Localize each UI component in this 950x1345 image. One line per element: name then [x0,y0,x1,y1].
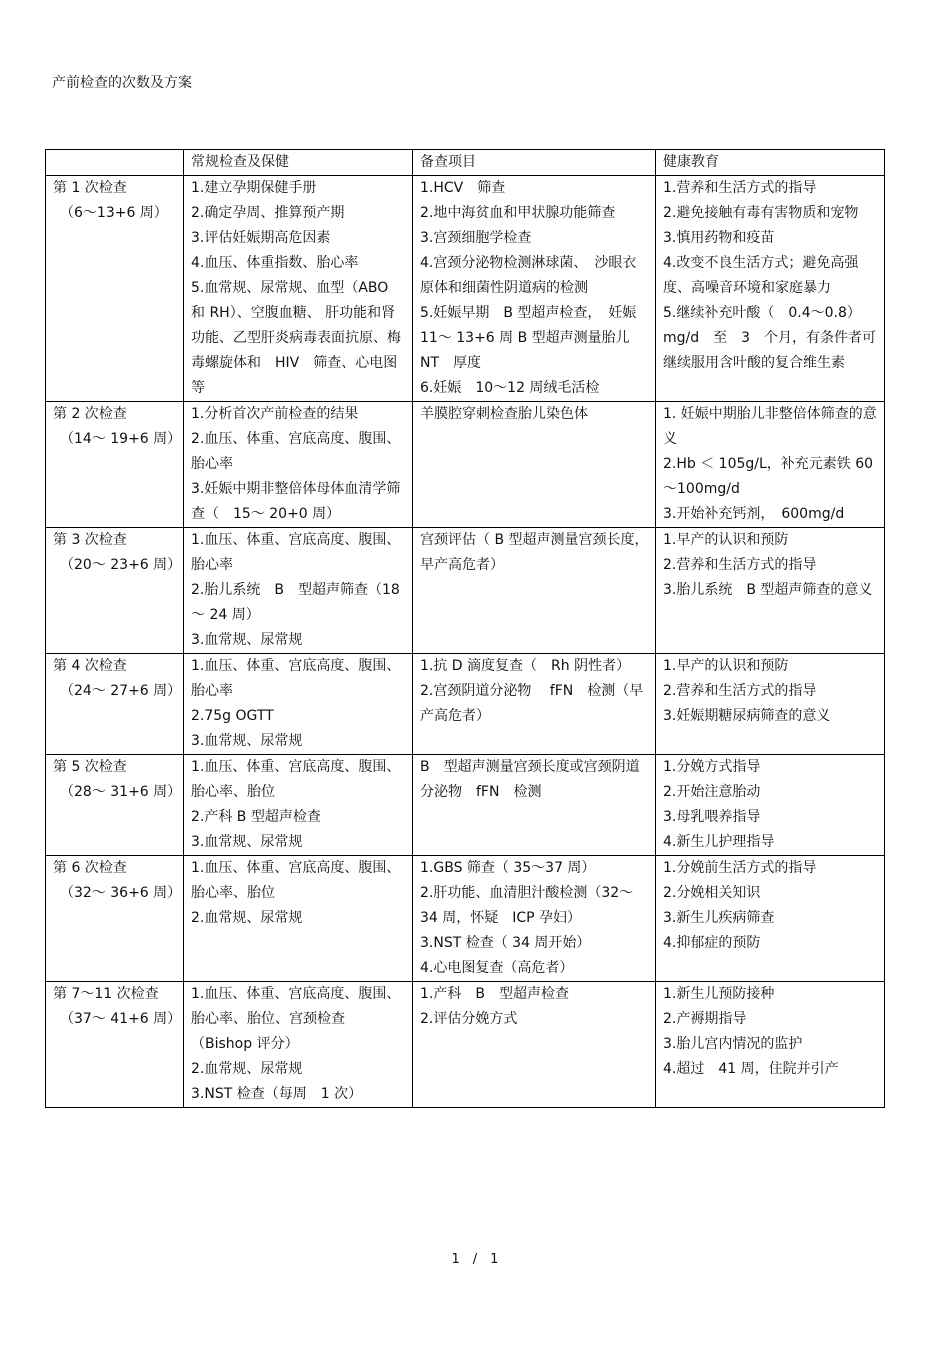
education-item: 3.胎儿系统 B 型超声筛查的意义 [663,582,873,598]
optional-item: 4.心电图复查（高危者） [420,960,574,976]
visit-cell [46,982,184,1108]
routine-item: 1.血压、体重、宫底高度、腹围、胎心率、胎位、宫颈检查（Bishop 评分） [191,986,401,1052]
education-item: 3.开始补充钙剂， 600mg/d [663,506,845,522]
education-cell [656,402,885,528]
routine-item: 2.胎儿系统 B 型超声筛查（18～ 24 周） [191,582,400,623]
education-cell [656,755,885,856]
education-cell [656,982,885,1108]
education-item: 5.继续补充叶酸（ 0.4～0.8）mg/d 至 3 个月，有条件者可继续服用含叶酸的复合维生素 [663,305,877,371]
routine-item: 4.血压、体重指数、胎心率 [191,255,359,271]
education-item: 2.分娩相关知识 [663,885,761,901]
header-education: 健康教育 [656,150,885,176]
optional-item: 1.产科 B 型超声检查 [420,986,569,1002]
routine-item: 1.血压、体重、宫底高度、腹围、胎心率、胎位 [191,759,401,800]
visit-period: （14～ 19+6 周） [60,431,182,447]
routine-cell [184,755,413,856]
visit-label: 第 5 次检查 [53,759,127,775]
routine-item: 3.血常规、尿常规 [191,834,303,850]
optional-item: 3.宫颈细胞学检查 [420,230,532,246]
routine-cell [184,856,413,982]
optional-cell [413,176,656,402]
optional-item: 2.肝功能、血清胆汁酸检测（32～34 周，怀疑 ICP 孕妇） [420,885,634,926]
routine-item: 2.确定孕周、推算预产期 [191,205,345,221]
page-number: 1 / 1 [451,1252,499,1267]
visit-cell [46,528,184,654]
visit-label: 第 4 次检查 [53,658,127,674]
education-item: 4.超过 41 周，住院并引产 [663,1061,839,1077]
optional-cell [413,856,656,982]
education-item: 2.产褥期指导 [663,1011,747,1027]
optional-item: 1.抗 D 滴度复查（ Rh 阴性者） [420,658,631,674]
optional-item: 5.妊娠早期 B 型超声检查， 妊娠 11～ 13+6 周 B 型超声测量胎儿 NT 厚度 [420,305,637,371]
routine-item: 3.血常规、尿常规 [191,632,303,648]
visit-label: 第 2 次检查 [53,406,127,422]
header-visit [46,150,184,176]
visit-period: （37～ 41+6 周） [60,1011,182,1027]
table-row [46,654,885,755]
education-item: 3.慎用药物和疫苗 [663,230,775,246]
optional-cell [413,402,656,528]
education-item: 1.营养和生活方式的指导 [663,180,817,196]
education-item: 1.早产的认识和预防 [663,658,789,674]
routine-item: 2.75g OGTT [191,708,274,724]
optional-item: 1.HCV 筛查 [420,180,506,196]
optional-item: 1.GBS 筛查（ 35～37 周） [420,860,596,876]
routine-item: 2.血常规、尿常规 [191,910,303,926]
education-item: 3.妊娠期糖尿病筛查的意义 [663,708,831,724]
routine-item: 3.NST 检查（每周 1 次） [191,1086,363,1102]
education-cell [656,654,885,755]
routine-cell [184,528,413,654]
table-row [46,755,885,856]
education-item: 4.改变不良生活方式；避免高强度、高噪音环境和家庭暴力 [663,255,859,296]
education-item: 3.胎儿宫内情况的监护 [663,1036,803,1052]
education-item: 1. 妊娠中期胎儿非整倍体筛查的意义 [663,406,877,447]
optional-item: 2.宫颈阴道分泌物 fFN 检测（早产高危者） [420,683,644,724]
education-cell [656,528,885,654]
optional-item: 4.宫颈分泌物检测淋球菌、 沙眼衣原体和细菌性阴道病的检测 [420,255,637,296]
education-cell [656,176,885,402]
routine-item: 1.血压、体重、宫底高度、腹围、胎心率 [191,658,401,699]
visit-label: 第 1 次检查 [53,180,127,196]
visit-period: （28～ 31+6 周） [60,784,182,800]
education-item: 2.Hb ＜ 105g/L，补充元素铁 60～100mg/d [663,456,874,497]
visit-period: （24～ 27+6 周） [60,683,182,699]
optional-item: 6.妊娠 10～12 周绒毛活检 [420,380,600,396]
routine-item: 2.血常规、尿常规 [191,1061,303,1077]
optional-item: 2.评估分娩方式 [420,1011,518,1027]
education-item: 2.避免接触有毒有害物质和宠物 [663,205,859,221]
routine-item: 3.妊娠中期非整倍体母体血清学筛查（ 15～ 20+0 周） [191,481,401,522]
education-cell [656,856,885,982]
optional-cell [413,982,656,1108]
routine-item: 1.血压、体重、宫底高度、腹围、胎心率、胎位 [191,860,401,901]
routine-item: 2.血压、体重、宫底高度、腹围、胎心率 [191,431,401,472]
education-item: 2.营养和生活方式的指导 [663,557,817,573]
document-title: 产前检查的次数及方案 [52,75,192,91]
routine-item: 1.血压、体重、宫底高度、腹围、胎心率 [191,532,401,573]
table-row [46,982,885,1108]
optional-item: B 型超声测量宫颈长度或宫颈阴道分泌物 fFN 检测 [420,759,640,800]
education-item: 1.早产的认识和预防 [663,532,789,548]
table-row [46,856,885,982]
visit-cell [46,176,184,402]
optional-item: 2.地中海贫血和甲状腺功能筛查 [420,205,616,221]
routine-item: 3.血常规、尿常规 [191,733,303,749]
routine-cell [184,982,413,1108]
header-routine: 常规检查及保健 [184,150,413,176]
optional-cell [413,528,656,654]
visit-period: （6～13+6 周） [60,205,168,221]
visit-cell [46,755,184,856]
optional-item: 3.NST 检查（ 34 周开始） [420,935,591,951]
education-item: 4.新生儿护理指导 [663,834,775,850]
visit-label: 第 3 次检查 [53,532,127,548]
education-item: 2.营养和生活方式的指导 [663,683,817,699]
routine-item: 1.分析首次产前检查的结果 [191,406,359,422]
education-item: 3.新生儿疾病筛查 [663,910,775,926]
visit-period: （20～ 23+6 周） [60,557,182,573]
routine-item: 5.血常规、尿常规、血型（ABO 和 RH）、空腹血糖、 肝功能和肾功能、乙型肝炎病毒表面抗原、梅毒螺旋体和 HIV 筛查、心电图等 [191,280,401,396]
prenatal-schedule-table [45,149,885,1108]
optional-item: 羊膜腔穿刺检查胎儿染色体 [420,406,588,422]
education-item: 2.开始注意胎动 [663,784,761,800]
visit-cell [46,654,184,755]
optional-item: 宫颈评估（ B 型超声测量宫颈长度，早产高危者） [420,532,649,573]
routine-item: 2.产科 B 型超声检查 [191,809,321,825]
routine-cell [184,402,413,528]
education-item: 1.新生儿预防接种 [663,986,775,1002]
visit-cell [46,856,184,982]
visit-label: 第 6 次检查 [53,860,127,876]
table-header-row [46,150,885,176]
routine-cell [184,176,413,402]
education-item: 1.分娩前生活方式的指导 [663,860,817,876]
visit-period: （32～ 36+6 周） [60,885,182,901]
routine-item: 3.评估妊娠期高危因素 [191,230,331,246]
table-row [46,528,885,654]
education-item: 3.母乳喂养指导 [663,809,761,825]
visit-label: 第 7～11 次检查 [53,986,159,1002]
table-row [46,402,885,528]
education-item: 4.抑郁症的预防 [663,935,761,951]
visit-cell [46,402,184,528]
routine-item: 1.建立孕期保健手册 [191,180,317,196]
header-optional: 备查项目 [413,150,656,176]
education-item: 1.分娩方式指导 [663,759,761,775]
table-body [46,176,885,1108]
routine-cell [184,654,413,755]
optional-cell [413,755,656,856]
optional-cell [413,654,656,755]
table-row [46,176,885,402]
